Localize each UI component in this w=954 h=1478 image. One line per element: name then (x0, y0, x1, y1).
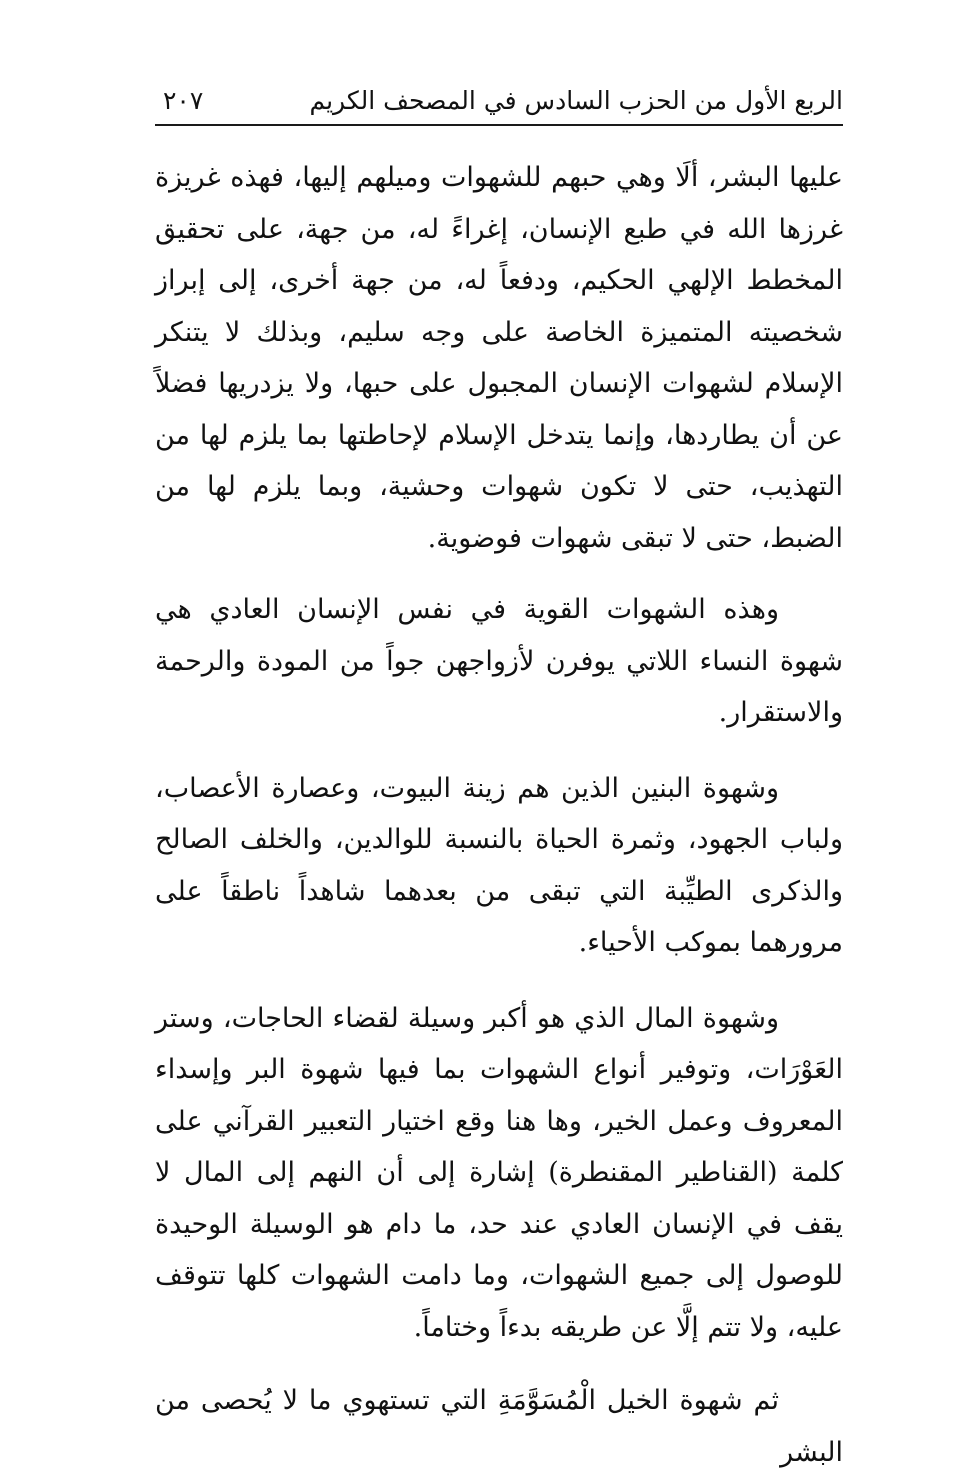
paragraph-1: عليها البشر، ألَا وهي حبهم للشهوات وميلهم إليها، فهذه غريزة غرزها الله في طبع الإنسان، إغراءً له، من جهة، على تحقيق المخطط الإلهي الحكيم، ودفعاً له، من جهة أخرى، إلى إبراز شخصيته المتميزة الخاصة على وجه سليم، وبذلك لا يتنكر الإسلام لشهوات الإنسان المجبول على حبها، ولا يزدريها فضلاً عن أن يطاردها، وإنما يتدخل الإسلام لإحاطتها بما يلزم لها من التهذيب، حتى لا تكون شهوات وحشية، وبما يلزم لها من الضبط، حتى لا تبقى شهوات فوضوية. (155, 162, 843, 554)
paragraph-4: وشهوة المال الذي هو أكبر وسيلة لقضاء الحاجات، وستر العَوْرَات، وتوفير أنواع الشهوات بما فيها شهوة البر وإسداء المعروف وعمل الخير، وها هنا وقع اختيار التعبير القرآني على كلمة (القناطير المقنطرة) إشارة إلى أن النهم إلى المال لا يقف في الإنسان العادي عند حد، ما دام هو الوسيلة الوحيدة للوصول إلى جميع الشهوات، وما دامت الشهوات كلها تتوقف عليه، ولا تتم إلَّا عن طريقه بدءاً وختاماً. (155, 1002, 843, 1343)
running-title: الربع الأول من الحزب السادس في المصحف الكريم (309, 86, 843, 115)
paragraph-2: وهذه الشهوات القوية في نفس الإنسان العادي هي شهوة النساء اللاتي يوفرن لأزواجهن جواً من المودة والرحمة والاستقرار. (155, 594, 843, 728)
running-header (155, 82, 843, 122)
page-number: ٢٠٧ (163, 86, 204, 115)
header-rule (155, 124, 843, 126)
paragraph-5: ثم شهوة الخيل الْمُسَوَّمَةِ التي تستهوي ما لا يُحصى من البشر (155, 1385, 843, 1468)
paragraph-3: وشهوة البنين الذين هم زينة البيوت، وعصارة الأعصاب، ولباب الجهود، وثمرة الحياة بالنسبة للوالدين، والخلف الصالح والذكرى الطيِّبة التي تبقى من بعدهما شاهداً ناطقاً على مرورهما بموكب الأحياء. (155, 772, 843, 958)
body-text (155, 152, 843, 1478)
